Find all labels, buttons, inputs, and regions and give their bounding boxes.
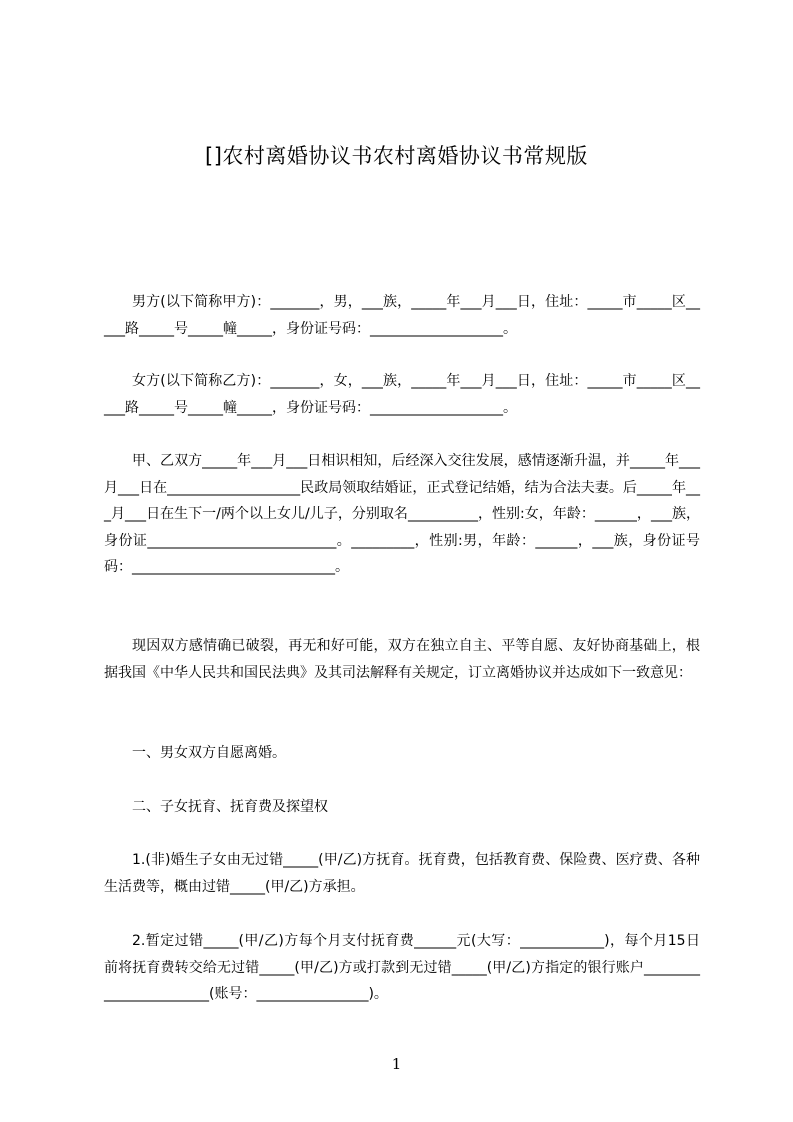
paragraph-clause-2-item-1: 1.(非)婚生子女由无过错_____(甲/乙)方抚育。抚育费，包括教育费、保险费、医疗费、各种生活费等，概由过错_____(甲/乙)方承担。	[104, 852, 700, 895]
paragraph-clause-2-item-2: 2.暂定过错_____(甲/乙)方每个月支付抚育费______元(大写：____________)，每个月15日前将抚育费转交给无过错_____(甲/乙)方或打款到无过错_____(甲/乙)方指定的银行账户_______________________(账号：________________)。	[104, 933, 700, 1002]
paragraph-marriage-history: 甲、乙双方_____年___月___日相识相知，后经深入交往发展，感情逐渐升温，并_____年___月___日在___________________民政局领取结婚证，正式登记结婚，结为合法夫妻。后_____年___月___日在生下一/两个以上女儿/儿子，分别取名__________，性别:女，年龄：______，___族，身份证___________________________。_________，性别:男，年龄：______，___族，身份证号码：_____________________________。	[104, 453, 700, 575]
paragraph-party-a: 男方(以下简称甲方)：_______，男，___族，_____年___月___日，住址：_____市_____区_____路_____号_____幢_____，身份证号码：___________________。	[104, 294, 700, 337]
page-number: 1	[391, 1055, 402, 1073]
paragraph-clause-2-heading: 二、子女抚育、抚育费及探望权	[132, 799, 328, 815]
paragraph-party-b: 女方(以下简称乙方)：_______，女，___族，_____年___月___日，住址：_____市_____区_____路_____号_____幢_____，身份证号码：___________________。	[104, 373, 700, 416]
paragraph-clause-1: 一、男女双方自愿离婚。	[132, 745, 286, 761]
paragraph-reason: 现因双方感情确已破裂，再无和好可能，双方在独立自主、平等自愿、友好协商基础上，根据我国《中华人民共和国民法典》及其司法解释有关规定，订立离婚协议并达成如下一致意见：	[104, 638, 700, 681]
document-title: []农村离婚协议书农村离婚协议书常规版	[205, 144, 588, 168]
